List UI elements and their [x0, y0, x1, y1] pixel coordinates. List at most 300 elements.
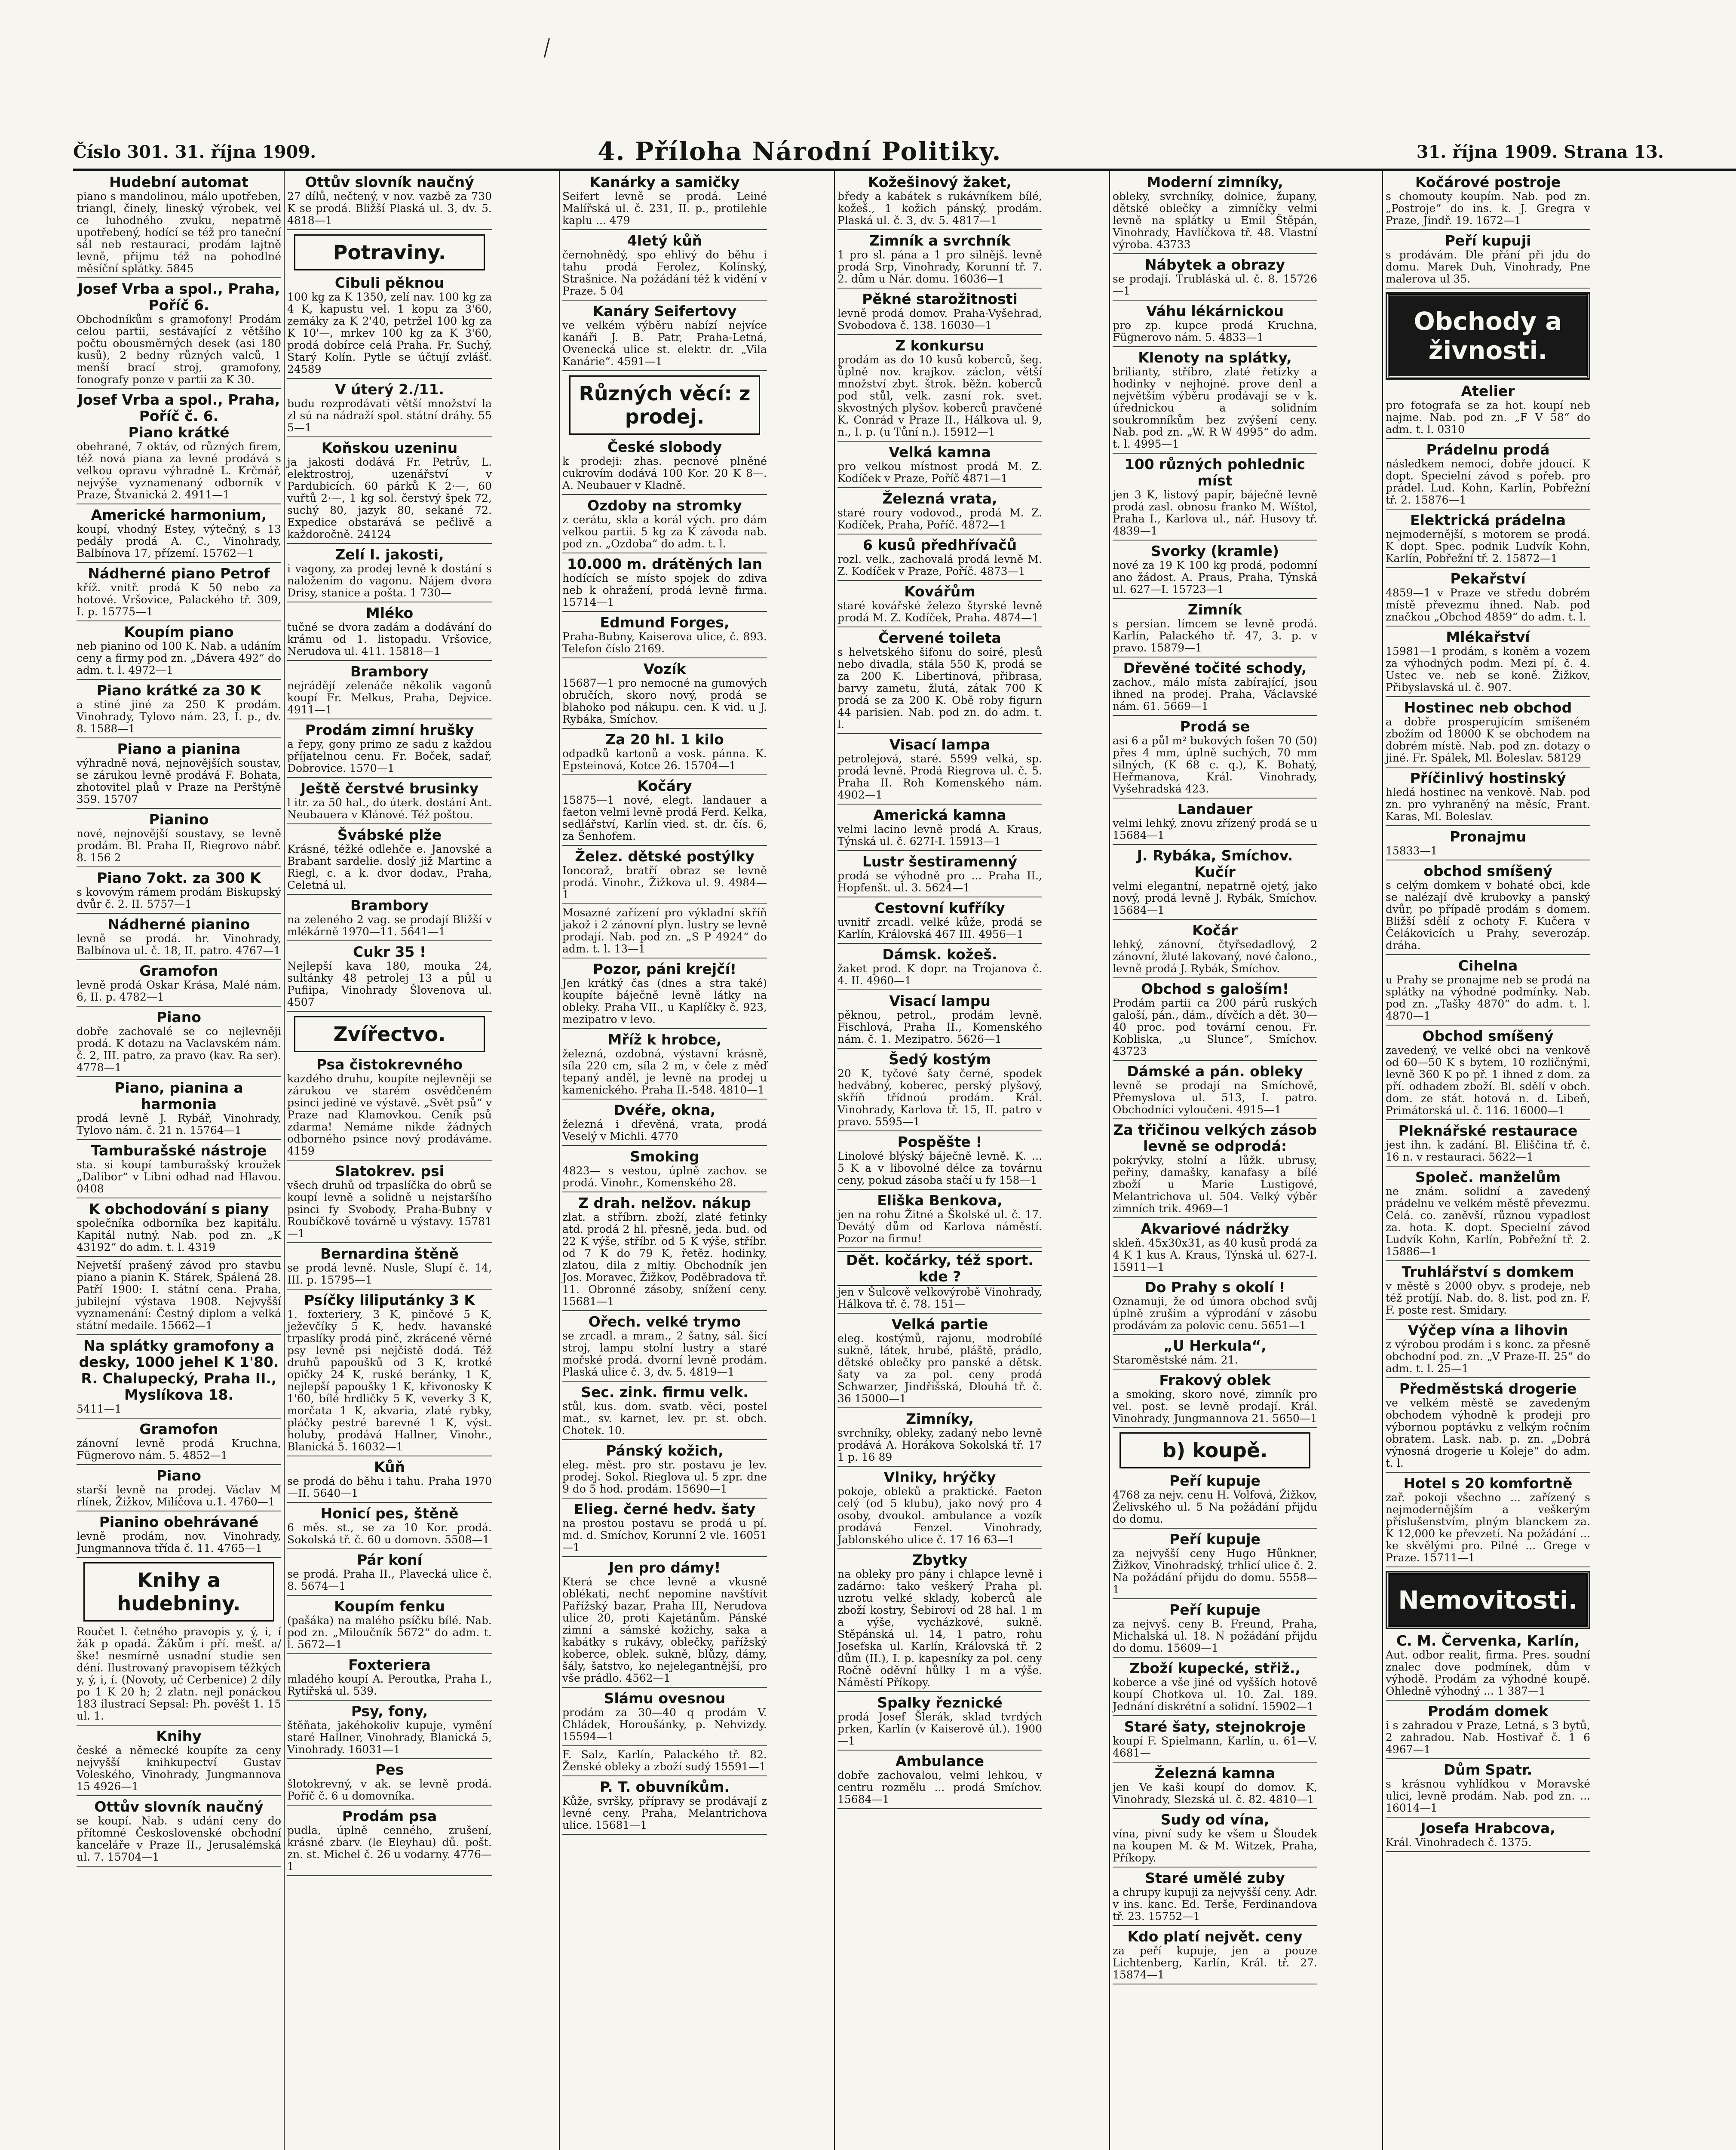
ad-headline: Ottův slovník naučný — [305, 174, 474, 190]
ad-headline: Vozík — [643, 660, 686, 677]
ad-body: petrolejová, staré. 5599 velká, sp. prodá levně. Prodá Riegrova ul. č. 5. Praha II. Roh Komenského nám. 4902—1 — [837, 753, 1042, 805]
ad-body: prodám as do 10 kusů koberců, šeg. ůplně nov. krajkov. záclon, větší množství zbyt. štrok. běžn. koberců pod stůl, velk. zasní rok. svet. skvostných plyšov. koberců pravčené K. Conrád v Praze II., Hálkova ul. 9, n., I. p. (u Tůní n.). 15912—1 — [837, 354, 1042, 442]
classified-ad — [285, 1552, 494, 1596]
ad-headline: Piano krátké — [128, 424, 230, 441]
classified-ad — [561, 439, 769, 495]
ad-headline: P. T. obuvníkům. — [599, 1778, 730, 1795]
ad-body: se koupí. Nab. s udání ceny do přítomné Československé obchodní kanceláře v Praze II., Jerusalémská ul. 7. 15704—1 — [77, 1815, 281, 1867]
ad-body: s persian. límcem se levně prodá. Karlín, Palackého tř. 47, 3. p. v pravo. 15879—1 — [1113, 618, 1317, 657]
classified-ad — [75, 1143, 283, 1198]
ad-headline: Moderní zimníky, — [1147, 174, 1283, 190]
classified-ad — [285, 1246, 494, 1290]
ad-headline: Gramofon — [139, 962, 218, 979]
ad-headline: Pes — [375, 1761, 404, 1778]
classified-ad — [561, 1032, 769, 1100]
column-3 — [561, 174, 769, 2150]
ad-body: kazdého druhu, koupíte nejlevněji se zárukou ve starém osvědčeném psinci jediné ve výstavě. „Svět psů“ v Praze nad Klamovkou. Ceník psů zdarma! Nemáme nikde žádných odborného psince nový prodáváme. 4159 — [287, 1073, 492, 1161]
classified-ad — [836, 1411, 1044, 1467]
classified-ad — [1384, 1762, 1592, 1818]
ad-body: se prodá do běhu i tahu. Praha 1970—II. 5640—1 — [287, 1475, 492, 1503]
ad-body: ne znám. solidní a zavedený prádelnu ve velkém městě převezmu. Celá. co. zaněvší, různou vypadlost za. hota. K. dopt. Specielní závod Ludvík Kohn, Karlín, Pobřežní tř. 2. 15886—1 — [1386, 1186, 1590, 1261]
ad-body: 6 měs. st., se za 10 Kor. prodá. Sokolská tř. č. 60 u domovn. 5508—1 — [287, 1522, 492, 1549]
ad-headline: Kovářům — [904, 583, 975, 600]
ad-headline: Pánský kožich, — [606, 1442, 724, 1459]
ad-body: (pašáka) na malého psíčku bílé. Nab. pod zn. „Miloučník 5672“ do adm. t. l. 5672—1 — [287, 1615, 492, 1654]
ad-headline: Frakový oblek — [1159, 1372, 1271, 1388]
ad-headline: Gramofon — [139, 1421, 218, 1437]
ad-headline: Za 20 hl. 1 kilo — [605, 731, 724, 748]
classified-ad — [1111, 848, 1319, 864]
ad-headline: Zelí I. jakosti, — [335, 546, 444, 563]
ad-headline: Landauer — [1177, 801, 1253, 817]
classified-ad — [75, 916, 283, 960]
ad-body: prodá levně J. Rybář, Vinohrady, Tylovo nám. č. 21 n. 15764—1 — [77, 1112, 281, 1140]
ad-body: jen v Šulcově velkovýrobě Vinohrady, Hálkova tř. č. 78. 151— — [837, 1286, 1042, 1314]
classified-ad — [285, 1808, 494, 1876]
ad-body: nejmodernější, s motorem se prodá. K dopt. Spec. podnik Ludvík Kohn, Karlín, Pobřežní tř. 2. 15872—1 — [1386, 528, 1590, 568]
classified-ad — [1111, 602, 1319, 657]
ad-headline: Koupím fenku — [334, 1598, 445, 1615]
classified-ad — [836, 737, 1044, 805]
ad-body: obehrané, 7 oktáv, od různých firem, též nová piana za levné prodává s velkou opravu výhradně L. Krčmář, nejvýše vyznamenaný odborník v Praze, Štvanická 2. 4911—1 — [77, 441, 281, 504]
ad-body: z výrobou prodám i s konc. za přesně obchodní pod. zn. „V Praze-II. 25“ do adm. t. l. 25—1 — [1386, 1339, 1590, 1378]
classified-ad — [75, 870, 283, 914]
ad-headline: Kožešinový žaket, — [868, 174, 1012, 190]
ad-body: šlotokrevný, v ak. se levně prodá. Poříč č. 6 u domovníka. — [287, 1778, 492, 1806]
ad-body: s krásnou vyhlídkou v Moravské ulici, levně prodám. Nab. pod zn. ... 16014—1 — [1386, 1778, 1590, 1818]
ad-headline: Obchod smíšený — [1422, 1028, 1554, 1044]
classified-ad — [75, 1799, 283, 1867]
ad-body: Seifert levně se prodá. Leiné Malířská ul. č. 231, II. p., protilehle kaplu ... 479 — [562, 190, 767, 230]
ad-headline: Cestovní kufříky — [874, 900, 1005, 916]
ad-headline: Dům Spatr. — [1443, 1761, 1533, 1778]
ad-headline: Dřevěné točité schody, — [1123, 660, 1307, 676]
ad-body: Aut. odbor realit, firma. Pres. soudní znalec dove podmínek, dům v výhodě. Prodám za výhodné koupě. Ohledně výhodný ... 1 387—1 — [1386, 1649, 1590, 1701]
classified-ad — [1384, 629, 1592, 697]
ad-body: dobře zachovalé se co nejlevněji prodá. K dotazu na Vaclavském nám. č. 2, III. patro, za pravo (kav. Ra ser). 4778—1 — [77, 1026, 281, 1077]
classified-ad — [561, 498, 769, 553]
classified-ad — [836, 946, 1044, 990]
ad-headline: Ozdoby na stromky — [587, 497, 742, 514]
ad-headline: Edmund Forges, — [600, 614, 730, 631]
classified-ad — [836, 1051, 1044, 1131]
classified-ad — [1384, 1475, 1592, 1567]
ad-headline: obchod smíšený — [1423, 863, 1552, 879]
section-heading: Různých věcí: z prodej. — [569, 375, 760, 435]
ad-headline: Kočárové postroje — [1415, 174, 1561, 190]
classified-ad — [75, 1009, 283, 1077]
classified-ad — [1384, 1820, 1592, 1852]
ad-headline: 10.000 m. drátěných lan — [567, 556, 763, 572]
ad-body: jen Ve kaši koupí do domov. K, Vinohrady, Slezská ul. č. 82. 4810—1 — [1113, 1781, 1317, 1809]
ad-headline: Psíčky liliputánky 3 K — [304, 1292, 475, 1308]
classified-ad — [836, 1316, 1044, 1408]
classified-ad — [1111, 1870, 1319, 1926]
ad-body: štěňata, jakéhokoliv kupuje, vymění staré Hallner, Vinohrady, Blanická 5, Vinohrady. 16031—1 — [287, 1720, 492, 1759]
ad-body: za nejvyš. ceny B. Freund, Praha, Michalská ul. 18. N požádání přijdu do domu. 15609—1 — [1113, 1618, 1317, 1658]
ad-body: Obchodníkům s gramofony! Prodám celou partii, sestávající z většího počtu obousměrných desek (asi 180 kusů), 2 bedny různých valců, 1 menší brací stroj, gramofony, fonografy ponze v partii za K 30. — [77, 313, 281, 389]
header-rule — [73, 169, 1736, 171]
ad-body: staré kovářské železo štyrské levně prodá M. Z. Kodíček, Praha. 4874—1 — [837, 600, 1042, 627]
ad-headline: Klenoty na splátky, — [1138, 349, 1292, 366]
classified-ad — [1111, 719, 1319, 799]
ad-body: neb pianino od 100 K. Nab. a udáním ceny a firmy pod zn. „Dávera 492“ do adm. t. l. 4972—1 — [77, 640, 281, 680]
ad-headline: Hostinec neb obchod — [1404, 699, 1572, 716]
column-divider — [284, 171, 285, 2150]
ad-body: 27 dílů, nečtený, v nov. vazbě za 730 K se prodá. Bližší Plaská ul. 3, dv. 5. 4818—1 — [287, 190, 492, 230]
ad-headline: Dvéře, okna, — [613, 1102, 716, 1118]
classified-ad — [285, 944, 494, 1012]
classified-ad — [836, 1469, 1044, 1549]
ad-body: ja jakosti dodává Fr. Petrův, L. elektrostroj, uzenářství v Pardubicích. 60 párků K 2·—, 60 vuřtů 2·—, 1 kg sol. čerstvý špek 72, suchý 80, jazyk 80, sekané 72. Expedice obstarává se pečlivě a každoročně. 24124 — [287, 456, 492, 544]
classified-ad — [561, 1195, 769, 1311]
ad-body: jest ihn. k zadání. Bl. Eliščina tř. č. 16 n. v restauraci. 5622—1 — [1386, 1139, 1590, 1167]
classified-ad — [561, 1749, 769, 1776]
ad-headline: Dámsk. kožeš. — [882, 946, 997, 963]
ad-headline: Visací lampa — [889, 736, 991, 753]
classified-ad — [1111, 1221, 1319, 1277]
ad-body: nejrádějí zelenáče několik vagonů koupí Fr. Melkus, Praha, Dejvice. 4911—1 — [287, 680, 492, 719]
ad-body: F. Salz, Karlín, Palackého tř. 82. Ženské obleky a zboží sudý 15591—1 — [562, 1749, 767, 1776]
ad-headline: J. Rybáka, Smíchov. — [1137, 847, 1293, 864]
ad-headline: Pozor, páni krejčí! — [592, 961, 737, 977]
ad-body: koberce a vše jiné od vyšších hotově koupí Chotkova ul. 10. Zal. 189. Jednání diskrétní a solidní. 15902—1 — [1113, 1677, 1317, 1716]
ad-body: hodících se místo spojek do zdiva neb k ohražení, prodá levně firma. 15714—1 — [562, 572, 767, 612]
ad-body: obleky, svrchníky, dolnice, župany, dětské oblečky a zimníčky velmi levně na splátky u Emil Štěpán, Vinohrady, Havlíčkova tř. 48. Vlastní výroba. 43733 — [1113, 190, 1317, 254]
classified-ad — [1111, 801, 1319, 845]
ad-body: zař. pokoji všechno ... zařízený s nejmodernějším a veškerým příslušenstvím, plným blanckem za. K 12,000 ke převzetí. Na požádání ... ke skvělými pro. Pilné ... Grege v Praze. 15711—1 — [1386, 1492, 1590, 1567]
ad-headline: Lustr šestiramenný — [862, 853, 1018, 870]
ad-body: hledá hostinec na venkově. Nab. pod zn. pro vyhraněný na měsíc, Frant. Karas, Ml. Boleslav. — [1386, 786, 1590, 826]
classified-ad — [1111, 922, 1319, 978]
ad-body: výhradně nová, nejnovějších soustav, se zárukou levně prodává F. Bohata, zhotovitel plaů v Praze na Perštýně 359. 15707 — [77, 757, 281, 809]
classified-ad — [285, 440, 494, 544]
ad-body: velmi lacino levně prodá A. Kraus, Týnská ul. č. 627I-I. 15913—1 — [837, 823, 1042, 851]
classified-ad — [561, 1384, 769, 1440]
ad-headline: Kůň — [374, 1459, 405, 1475]
ad-headline: Prádelnu prodá — [1426, 441, 1550, 458]
ad-headline: Hudební automat — [109, 174, 248, 190]
ad-body: jen na rohu Žitné a Školské ul. č. 17. Devátý dům od Karlova náměstí. Pozor na firmu! — [837, 1209, 1042, 1248]
classified-ad — [561, 848, 769, 904]
column-1 — [75, 174, 283, 2150]
ad-body: s celým domkem v bohaté obci, kde se nalézají dvě krubovky a panský dvůr, po případě prodám s domem. Bližší sdělí z ochoty F. Kučera v Čelákovicích u Prahy, severozáp. dráha. — [1386, 879, 1590, 955]
ad-headline: Kanáry Seifertovy — [592, 303, 737, 319]
ad-headline: Prodám psa — [342, 1808, 437, 1824]
ad-body: Ioncoraž, bratří obraz se levně prodá. Vinohr., Žižkova ul. 9. 4984—1 — [562, 865, 767, 904]
ad-headline: Honicí pes, štěně — [320, 1505, 459, 1522]
classified-ad — [1111, 1122, 1319, 1218]
ad-headline: Do Prahy s okolí ! — [1144, 1279, 1285, 1296]
classified-ad — [1384, 1169, 1592, 1261]
classified-ad — [1384, 1381, 1592, 1473]
ad-body: 100 kg za K 1350, zelí nav. 100 kg za 4 K, kapustu vel. 1 kopu za 3'60, zemáky za K 2'40, petržel 100 kg za K 10'—, mrkev 100 kg za K 3'60, prodá dobírce celá Praha. Fr. Suchý, Starý Kolín. Pytle se účtují zvlášť. 24589 — [287, 291, 492, 379]
ad-body: mladého koupí A. Peroutka, Praha I., Rytířská ul. 539. — [287, 1673, 492, 1701]
classified-ad — [836, 233, 1044, 289]
ad-headline: K obchodování s piany — [89, 1201, 269, 1217]
ad-headline: Josefa Hrabcova, — [1420, 1820, 1555, 1837]
ad-body: z cerátu, skla a korál vých. pro dám velkou partii. 5 kg za K závoda nab. pod zn. „Ozdoba“ do adm. t. l. — [562, 514, 767, 553]
ad-body: 15833—1 — [1386, 845, 1590, 860]
ad-headline: Peří kupuje — [1169, 1472, 1261, 1489]
ad-body: pokrývky, stolní a lůžk. ubrusy, peřiny, damašky, kanafasy a bílé zboží u Marie Lustigové, Melantrichova ul. 504. Velký výběr zimních trik. 4969—1 — [1113, 1155, 1317, 1218]
classified-ad — [561, 303, 769, 371]
ad-headline: Obchod s galoším! — [1141, 980, 1289, 997]
classified-ad — [75, 682, 283, 738]
ad-body: prodá Josef Šlerák, sklad tvrdých prken, Karlín (v Kaiserově úl.). 1900—1 — [837, 1711, 1042, 1751]
ad-body: a smoking, skoro nové, zimník pro vel. post. se levně prodají. Král. Vinohrady, Jungmannova 21. 5650—1 — [1113, 1388, 1317, 1428]
section-heading: b) koupě. — [1120, 1432, 1310, 1468]
ad-headline: 100 různých pohlednic míst — [1124, 456, 1306, 489]
classified-ad — [75, 811, 283, 867]
ad-body: na zeleného 2 vag. se prodají Bližší v mlékárně 1970—11. 5641—1 — [287, 914, 492, 941]
ad-body: sta. si koupí tamburašský kroužek „Dalibor“ v Libni odhad nad Hlavou. 0408 — [77, 1159, 281, 1198]
classified-ad — [836, 537, 1044, 581]
ad-headline: Červené toileta — [878, 630, 1001, 646]
classified-ad — [285, 174, 494, 230]
ad-headline: Na splátky gramofony a desky, 1000 jehel K 1'80. R. Chalupecký, Praha II., Myslíkova 18. — [79, 1337, 279, 1403]
ad-body: stůl, kus. dom. svatb. věci, postel mat., sv. karnet, lev. pr. st. obch. Chotek. 10. — [562, 1401, 767, 1440]
ad-headline: Nádherné piano Petrof — [88, 565, 270, 582]
column-2 — [285, 174, 494, 2150]
ad-headline: Výčep vína a lihovin — [1408, 1322, 1568, 1339]
classified-ad — [75, 424, 283, 504]
ad-headline: Svorky (kramle) — [1151, 543, 1279, 559]
ad-body: starší levně na prodej. Václav M rlínek, Žižkov, Milíčova u.1. 4760—1 — [77, 1484, 281, 1511]
ad-headline: Truhlářství s domkem — [1402, 1263, 1574, 1280]
classified-ad — [561, 961, 769, 1029]
ad-headline: Pěkné starožitnosti — [862, 291, 1018, 307]
ad-body: s helvetského šifonu do soiré, plesů nebo divadla, stála 550 K, prodá se za 200 K. Libertinová, přibrasa, barvy zametu, žlutá, zátak 700 K prodá se za 200 K. Obě roby figurn 44 parisien. Nab. pod zn. do adm. t. l. — [837, 646, 1042, 734]
ad-headline: Piano, pianina a harmonia — [114, 1079, 243, 1112]
classified-ad — [1384, 863, 1592, 955]
ad-headline: Atelier — [1461, 383, 1515, 399]
ad-body: společníka odborníka bez kapitálu. Kapitál nutný. Nab. pod zn. „K 43192“ do adm. t. l. 4319 — [77, 1217, 281, 1257]
classified-ad — [285, 1703, 494, 1759]
ad-body: následkem nemoci, dobře jdoucí. K dopt. Specielní závod s pořeb. pro prádel. Lud. Kohn, Karlín, Pobřežní tř. 2. 15876—1 — [1386, 458, 1590, 510]
classified-ad — [836, 1695, 1044, 1751]
classified-ad — [836, 1192, 1044, 1248]
classified-ad — [75, 1468, 283, 1511]
ad-body: 5411—1 — [77, 1403, 281, 1419]
ad-body: na prostou postavu se prodá u pí. md. d. Smíchov, Korunní 2 vle. 16051—1 — [562, 1517, 767, 1557]
classified-ad — [75, 963, 283, 1007]
ad-headline: Pospěšte ! — [897, 1133, 982, 1150]
classified-ad — [1111, 174, 1319, 254]
ad-body: s kovovým rámem prodám Biskupský dvůr č. 2. II. 5757—1 — [77, 886, 281, 914]
classified-ad — [75, 1080, 283, 1140]
ad-body: u Prahy se pronajme neb se prodá na splátky na výhodné podmínky. Nab. pod zn. „Tašky 4870“ do adm. t. l. 4870—1 — [1386, 974, 1590, 1026]
ad-headline: Staré umělé zuby — [1145, 1870, 1285, 1886]
classified-ad — [1384, 1123, 1592, 1167]
ad-body: skleň. 45x30x31, as 40 kusů prodá za 4 K 1 kus A. Kraus, Týnská ul. 627-I. 15911—1 — [1113, 1237, 1317, 1277]
ad-body: dobře zachovalou, velmi lehkou, v centru rozmělu ... prodá Smíchov. 15684—1 — [837, 1769, 1042, 1809]
ad-headline: Elektrická prádelna — [1410, 512, 1566, 528]
ad-headline: Zimník a svrchník — [869, 232, 1011, 249]
ad-headline: Koňskou uzeninu — [321, 439, 458, 456]
ad-body: 4823— s vestou, úplně zachov. se prodá. Vinohr., Komenského 28. — [562, 1165, 767, 1192]
classified-ad — [561, 778, 769, 846]
ad-body: se prodá levně. Nusle, Slupí č. 14, III. p. 15795—1 — [287, 1262, 492, 1290]
ad-body: eleg. kostýmů, rajonu, modrobílé sukně, látek, hrubé, pláště, prádlo, dětské oblečky pro panské a dětsk. šaty va za pol. ceny prodá Schwarzer, Jindřišská, Dlouhá tř. č. 36 15000—1 — [837, 1333, 1042, 1408]
ad-headline: C. M. Červenka, Karlín, — [1396, 1632, 1580, 1649]
ad-body: prodá se výhodně pro ... Praha II., Hopfenšt. ul. 3. 5624—1 — [837, 870, 1042, 897]
ad-headline: Pianino obehrávané — [99, 1514, 259, 1530]
ad-body: pokoje, obleků a praktické. Faeton celý (od 5 klubu), jako nový pro 4 osoby, dvoukol. ambulance a vozík prodává Fenzel. Vinohrady, Jablonského ulice č. 17 16 63—1 — [837, 1486, 1042, 1549]
classified-ad — [75, 624, 283, 680]
classified-ad — [75, 741, 283, 809]
ad-headline: Piano — [156, 1009, 201, 1026]
ad-body: 4859—1 v Praze ve středu dobrém místě převezmu ihned. Nab. pod značkou „Obchod 4859“ do adm. t. l. — [1386, 587, 1590, 627]
ad-body: pěknou, petrol., prodám levně. Fischlová, Praha II., Komenského nám. č. 1. Mezipatro. 5626—1 — [837, 1009, 1042, 1049]
ad-headline: Ještě čerstvé brusinky — [300, 780, 479, 797]
ad-body: asi 6 a půl m² bukových fošen 70 (50) přes 4 mm, úplně suchých, 70 mm silných, (K 68 c. q.), K. Bohatý, Heřmanova, Král. Vinohrady, Vyšehradská 423. — [1113, 735, 1317, 799]
ad-headline: Ambulance — [895, 1753, 985, 1769]
ad-headline: Cibuli pěknou — [334, 274, 445, 291]
ad-body: velmi lehký, znovu zřízený prodá se u 15684—1 — [1113, 817, 1317, 845]
column-divider — [1382, 171, 1383, 2150]
ad-headline: Peří kupuje — [1169, 1601, 1261, 1618]
ad-body: Staroměstské nám. 21. — [1113, 1354, 1317, 1370]
ad-body: levně se prodá. hr. Vinohrady, Balbínova ul. č. 18, II. patro. 4767—1 — [77, 933, 281, 960]
ad-headline: Pronajmu — [1449, 828, 1527, 845]
ad-body: uvnitř zrcadl. velké kůže, prodá se Karlín, Královská 467 III. 4956—1 — [837, 916, 1042, 944]
ad-body: kříž. vnitř. prodá K 50 nebo za hotové. Vršovice, Palackého tř. 309, I. p. 15775—1 — [77, 582, 281, 621]
classified-ad — [285, 722, 494, 778]
column-divider — [1109, 171, 1110, 2150]
classified-ad — [561, 1560, 769, 1688]
ad-body: zachov., málo místa zabírající, jsou ihned na prodej. Praha, Václavské nám. 61. 5669—1 — [1113, 676, 1317, 716]
classified-ad — [1384, 442, 1592, 510]
classified-ad — [836, 807, 1044, 851]
classified-ad — [836, 444, 1044, 488]
classified-ad — [1111, 1929, 1319, 1984]
classified-ad — [75, 507, 283, 563]
classified-ad — [836, 491, 1044, 534]
ad-headline: Pianino — [149, 811, 209, 828]
ad-headline: Ottův slovník naučný — [94, 1798, 264, 1815]
ad-headline: Slatokrev. psi — [335, 1163, 444, 1179]
ad-headline: Foxteriera — [348, 1656, 431, 1673]
classified-ad — [1384, 829, 1592, 860]
ad-headline: Příčinlivý hostinský — [1410, 770, 1566, 786]
classified-ad — [561, 1779, 769, 1835]
classified-ad — [561, 1690, 769, 1746]
classified-ad — [285, 1292, 494, 1456]
ad-body: Linolové blýský báječně levně. K. ... 5 K a v libovolné délce za továrnu ceny, pokud zásoba stačí u fy 158—1 — [837, 1150, 1042, 1190]
classified-ad — [75, 1421, 283, 1465]
ad-headline: Kdo platí největ. ceny — [1127, 1928, 1303, 1945]
column-5 — [1111, 174, 1319, 2150]
ad-body: prodám za 30—40 q prodám V. Chládek, Horoušánky, p. Nehvizdy. 15594—1 — [562, 1707, 767, 1746]
ad-headline: Brambory — [350, 897, 429, 914]
ad-body: lehký, zánovní, čtyřsedadlový, 2 zánovní, žluté lakovaný, nové čalono., levně prodá J. Rybák, Smíchov. — [1113, 939, 1317, 978]
classified-ad — [561, 174, 769, 230]
ad-headline: Švábské plže — [337, 826, 442, 843]
ad-body: 4768 za nejv. cenu H. Volfová, Žižkov, Želivského ul. 5 Na požádání přijdu do domu. — [1113, 1489, 1317, 1529]
classified-ad — [561, 614, 769, 658]
classified-ad — [1384, 1633, 1592, 1701]
ad-headline: Nábytek a obrazy — [1145, 256, 1285, 273]
ad-body: železná, ozdobná, výstavní krásně, síla 220 cm, síla 2 m, v čele z měď tepaný anděl, je levně na prodej u kamenického. Praha II.-548. 4810—1 — [562, 1048, 767, 1100]
ad-headline: Za třičinou velkých zásob levně se odprodá: — [1113, 1121, 1317, 1155]
ad-headline: Želez. dětské postýlky — [575, 848, 755, 865]
classified-ad — [75, 1728, 283, 1796]
ad-body: české a německé koupíte za ceny nejvyšší knihkupectví Gustav Voleského, Vinohrady, Jungmannova 15 4926—1 — [77, 1745, 281, 1796]
ad-body: ve velkém výběru nabízí nejvíce kanáři J. B. Patr, Praha-Letná, Ovenecká ulice st. elektr. dr. „Vila Kanárie“. 4591—1 — [562, 319, 767, 371]
classified-ad — [285, 780, 494, 824]
classified-ad — [1111, 864, 1319, 920]
ad-body: jen 3 K, listový papír, báječně levně prodá zasl. obnosu franko M. Wíštol, Praha I., Karlova ul., nář. Husovy tř. 4839—1 — [1113, 489, 1317, 541]
classified-ad — [561, 661, 769, 729]
ad-headline: Psa čistokrevného — [316, 1056, 463, 1073]
ad-body: staré roury vodovod., prodá M. Z. Kodíček, Praha, Poříč. 4872—1 — [837, 507, 1042, 534]
ad-headline: Staré šaty, stejnokroje — [1124, 1718, 1306, 1735]
ad-body: pro fotografa se za hot. koupí neb najme. Nab. pod zn. „F V 58“ do adm. t. l. 0310 — [1386, 399, 1590, 439]
ad-body: Nejlepší kava 180, mouka 24, sultánky 48 petrolej 13 a půl u Pufiipa, Vinohrady Šlovenova ul. 4507 — [287, 960, 492, 1012]
ad-body: ve velkém městě se zavedeným obchodem výhodně k prodeji pro výbornou poptávku z velkým ročním obratem. Lask. nab. p. zn. „Dobrá výnosná drogerie u Koleje“ do adm. t. l. — [1386, 1397, 1590, 1473]
classified-ad — [75, 281, 283, 389]
classified-ad — [561, 1102, 769, 1146]
classified-ad — [836, 630, 1044, 734]
ad-body: piano s mandolinou, málo upotřeben, triangl, činely, lineský výrobek, vel ce luhodného zvuku, nepatrně upotřebený, hodící se též pro taneční sál neb restauraci, prodám lajtně levně, přijmu též na pohodlné měsíční splátky. 5845 — [77, 190, 281, 278]
ad-headline: Ořech. velké trymo — [588, 1313, 741, 1330]
ad-body: a dobře prosperujícím smíšeném zbožím od 18000 K se obchodem na dobrém místě. Nab. pod zn. dotazy o jiné. Fr. Spálek, Ml. Boleslav. 58129 — [1386, 716, 1590, 768]
classified-ad — [285, 1057, 494, 1161]
ad-body: rozl. velk., zachovalá prodá levně M. Z. Kodíček v Praze, Poříč. 4873—1 — [837, 553, 1042, 581]
classified-ad — [1384, 174, 1592, 230]
ad-body: se zrcadl. a mram., 2 šatny, sál. šicí stroj, lampu stolní lustry a staré mořské prodá. dvorní levně prodám. Plaská ulice č. 3, dv. 5. 4819—1 — [562, 1330, 767, 1382]
section-banner: Obchody a živnosti. — [1387, 294, 1589, 378]
classified-ad — [836, 1753, 1044, 1809]
classified-ad — [75, 565, 283, 621]
ad-headline: Železná kamna — [1154, 1765, 1276, 1781]
ad-headline: Piano 7okt. za 300 K — [97, 869, 261, 886]
classified-ad — [1111, 1602, 1319, 1658]
ad-body: 20 K, tyčové šaty černé, spodek hedvábný, koberec, perský plyšový, skříň třídnoú prodám. Král. Vinohrady, Karlova tř. 15, II. patro v pravo. 5595—1 — [837, 1068, 1042, 1131]
classified-ad — [285, 663, 494, 719]
ad-headline: Americká kamna — [873, 807, 1006, 823]
ad-headline: Prodám domek — [1428, 1703, 1548, 1720]
ad-headline: Společ. manželům — [1415, 1169, 1561, 1186]
ad-body: Prodám partii ca 200 párů ruských galoší, pán., dám., dívčích a dět. 30—40 proc. pod tovární cenou. Fr. Kobliska, „u Slunce“, Smíchov. 43723 — [1113, 997, 1317, 1061]
ad-headline: Zbytky — [912, 1551, 968, 1568]
ad-body: 1. foxteriery, 3 K, pinčové 5 K, ježevčíky 5 K, hedv. havanské trpaslíky prodá pinč, zkrácené věrné psy levně psi nejčistě dodá. Též druhů papoušků od 3 K, krotké opičky 24 K, ruské beránky, 1 K, nejlepší papoušky 1 K, křivonosky K 1'60, bílé hrdličky 5 K, veverky 3 K, morčata 1 K, akvaria, zlaté rybky, pláčky pestré barevné 1 K, výst. holuby, prodává Hallner, Vinohr., Blanická 5. 16032—1 — [287, 1308, 492, 1456]
ad-headline: Kučír — [1194, 863, 1236, 880]
issue-number-date: Číslo 301. 31. října 1909. — [73, 142, 316, 162]
ad-headline: Piano krátké za 30 K — [96, 682, 261, 699]
classified-ad — [561, 1149, 769, 1192]
ad-body: zánovní levně prodá Kruchna, Fügnerovo nám. 5. 4852—1 — [77, 1437, 281, 1465]
ad-body: Mosazné zařízení pro výkladní skříň jakož i 2 zánovní plyn. lustry se levně prodají. Nab. pod zn. „S P 4924“ do adm. t. l. 13—1 — [562, 907, 767, 958]
ad-headline: Bernardina štěně — [320, 1245, 459, 1262]
ad-body: Kůže, svršky, přípravy se prodávají z levné ceny. Praha, Melantrichova ulice. 15681—1 — [562, 1795, 767, 1835]
ad-body: bředy a kabátek s rukávníkem bílé, kožeš., 1 kožich pánský, prodám. Plaská ul. č. 3, dv. 5. 4817—1 — [837, 190, 1042, 230]
ad-headline: Piano a pianina — [117, 740, 241, 757]
classified-ad — [1384, 233, 1592, 289]
ad-body: k prodeji: zhas. pecnové plněné cukrovím dodává 100 Kor. 20 K 8—. A. Neubauer v Kladně. — [562, 455, 767, 495]
classified-ad — [285, 1762, 494, 1806]
classified-ad — [836, 1286, 1044, 1314]
ad-body: pudla, úplně cenného, zrušení, krásné zbarv. (le Eleyhau) dů. pošt. zn. st. Michel č. 26 u vodarny. 4776—1 — [287, 1824, 492, 1876]
ad-headline: Jen pro dámy! — [608, 1559, 721, 1576]
classified-ad — [1384, 1322, 1592, 1378]
classified-ad — [836, 291, 1044, 335]
classified-ad — [561, 731, 769, 775]
ad-body: eleg. měst. pro str. postavu je lev. prodej. Sokol. Rieglova ul. 5 zpr. dne 9 do 5 hod. prodám. 15690—1 — [562, 1459, 767, 1499]
section-heading: Zvířectvo. — [294, 1016, 485, 1052]
classified-ad — [1111, 1372, 1319, 1428]
